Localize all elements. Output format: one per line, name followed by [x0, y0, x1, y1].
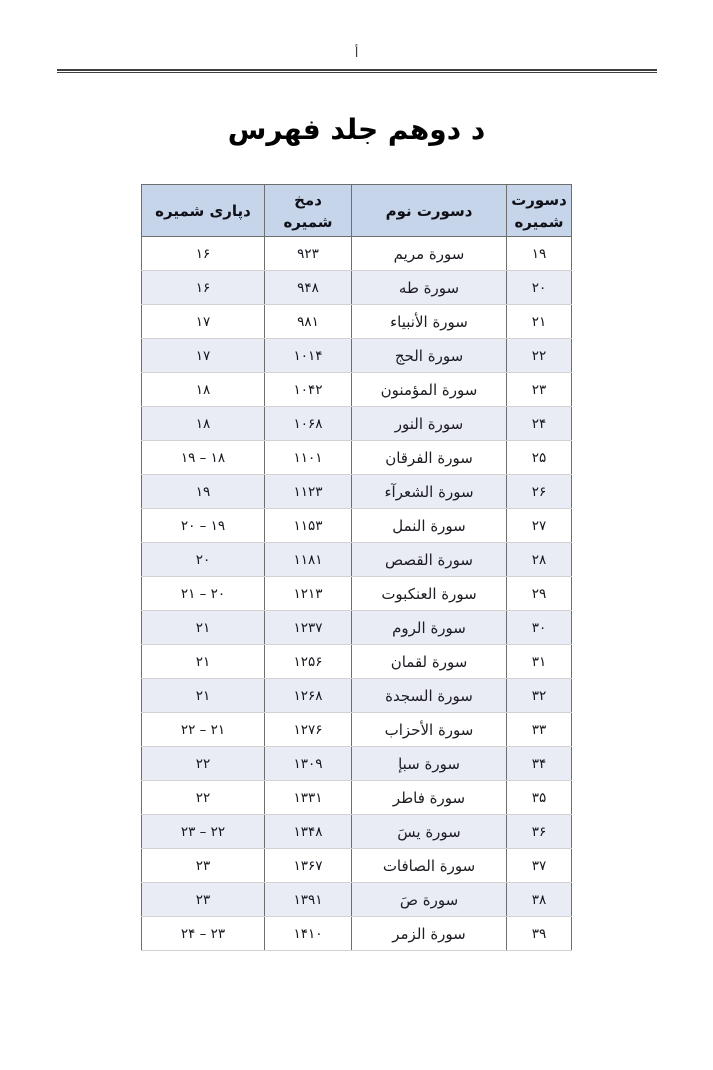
surah-index-table	[141, 184, 572, 951]
para-number-cell: ۲۰	[142, 543, 265, 577]
page-corner-marker: أ	[354, 46, 359, 61]
para-number-cell: ۱۶	[142, 271, 265, 305]
surah-number-cell: ۳۳	[507, 713, 572, 747]
table-row	[142, 441, 572, 475]
para-number-cell: ۲۲ – ۲۳	[142, 815, 265, 849]
page-number-cell: ۹۸۱	[265, 305, 352, 339]
para-number-cell: ۱۸	[142, 407, 265, 441]
para-number-cell: ۲۱	[142, 679, 265, 713]
para-number-cell: ۱۹	[142, 475, 265, 509]
para-number-cell: ۱۹ – ۲۰	[142, 509, 265, 543]
surah-number-cell: ۳۷	[507, 849, 572, 883]
table-row	[142, 577, 572, 611]
surah-name-cell: سورة الفرقان	[352, 441, 507, 475]
table-row	[142, 747, 572, 781]
para-number-cell: ۲۲	[142, 781, 265, 815]
table-row	[142, 781, 572, 815]
page-number-cell: ۱۱۸۱	[265, 543, 352, 577]
table-row	[142, 475, 572, 509]
para-number-cell: ۲۱	[142, 645, 265, 679]
surah-number-cell: ۳۸	[507, 883, 572, 917]
col-header-surah-name: دسورت نوم	[352, 185, 507, 237]
para-number-cell: ۱۷	[142, 305, 265, 339]
table-row	[142, 305, 572, 339]
surah-name-cell: سورة المؤمنون	[352, 373, 507, 407]
surah-name-cell: سورة الحج	[352, 339, 507, 373]
surah-number-cell: ۲۰	[507, 271, 572, 305]
para-number-cell: ۱۸	[142, 373, 265, 407]
surah-name-cell: سورة الروم	[352, 611, 507, 645]
col-header-para-number: دپارى شميره	[142, 185, 265, 237]
surah-name-cell: سورة الشعرآء	[352, 475, 507, 509]
surah-number-cell: ۲۵	[507, 441, 572, 475]
header-double-rule	[57, 69, 657, 73]
para-number-cell: ۲۲	[142, 747, 265, 781]
surah-number-cell: ۲۶	[507, 475, 572, 509]
surah-number-cell: ۳۱	[507, 645, 572, 679]
surah-name-cell: سورة القصص	[352, 543, 507, 577]
col-header-surah-number: دسورت شميره	[507, 185, 572, 237]
para-number-cell: ۲۱ – ۲۲	[142, 713, 265, 747]
surah-name-cell: سورة سبإ	[352, 747, 507, 781]
para-number-cell: ۲۳ – ۲۴	[142, 917, 265, 951]
table-row	[142, 339, 572, 373]
table-row	[142, 917, 572, 951]
table-row	[142, 509, 572, 543]
page-number-cell: ۱۲۳۷	[265, 611, 352, 645]
page-number-cell: ۱۳۴۸	[265, 815, 352, 849]
page-number-cell: ۱۳۶۷	[265, 849, 352, 883]
para-number-cell: ۱۸ – ۱۹	[142, 441, 265, 475]
page-number-cell: ۱۴۱۰	[265, 917, 352, 951]
page-number-cell: ۱۰۶۸	[265, 407, 352, 441]
page-number-cell: ۱۲۱۳	[265, 577, 352, 611]
surah-name-cell: سورة فاطر	[352, 781, 507, 815]
para-number-cell: ۲۱	[142, 611, 265, 645]
surah-number-cell: ۲۷	[507, 509, 572, 543]
page-number-cell: ۱۱۲۳	[265, 475, 352, 509]
table-row	[142, 237, 572, 271]
surah-number-cell: ۳۶	[507, 815, 572, 849]
page-number-cell: ۱۱۵۳	[265, 509, 352, 543]
surah-number-cell: ۳۲	[507, 679, 572, 713]
page-number-cell: ۱۳۳۱	[265, 781, 352, 815]
surah-number-cell: ۲۱	[507, 305, 572, 339]
table-row	[142, 407, 572, 441]
surah-number-cell: ۱۹	[507, 237, 572, 271]
page-number-cell: ۹۴۸	[265, 271, 352, 305]
surah-number-cell: ۲۲	[507, 339, 572, 373]
page-number-cell: ۱۰۱۴	[265, 339, 352, 373]
page-number-cell: ۱۱۰۱	[265, 441, 352, 475]
surah-name-cell: سورة الزمر	[352, 917, 507, 951]
index-table-header	[142, 185, 572, 237]
page-number-cell: ۹۲۳	[265, 237, 352, 271]
surah-name-cell: سورة السجدة	[352, 679, 507, 713]
para-number-cell: ۲۳	[142, 849, 265, 883]
surah-number-cell: ۳۵	[507, 781, 572, 815]
surah-name-cell: سورة الصافات	[352, 849, 507, 883]
page-number-cell: ۱۰۴۲	[265, 373, 352, 407]
table-row	[142, 271, 572, 305]
table-row	[142, 611, 572, 645]
surah-name-cell: سورة النمل	[352, 509, 507, 543]
table-row	[142, 645, 572, 679]
surah-number-cell: ۳۴	[507, 747, 572, 781]
table-row	[142, 373, 572, 407]
para-number-cell: ۱۶	[142, 237, 265, 271]
table-row	[142, 815, 572, 849]
surah-number-cell: ۲۹	[507, 577, 572, 611]
table-row	[142, 543, 572, 577]
page-number-cell: ۱۲۷۶	[265, 713, 352, 747]
col-header-page-number: دمخ شميره	[265, 185, 352, 237]
page-number-cell: ۱۲۵۶	[265, 645, 352, 679]
surah-number-cell: ۳۰	[507, 611, 572, 645]
para-number-cell: ۱۷	[142, 339, 265, 373]
surah-number-cell: ۳۹	[507, 917, 572, 951]
page-number-cell: ۱۲۶۸	[265, 679, 352, 713]
table-row	[142, 679, 572, 713]
table-row	[142, 713, 572, 747]
index-table-body	[142, 237, 572, 951]
surah-name-cell: سورة صَ	[352, 883, 507, 917]
page-title: د دوهم جلد فهرس	[227, 113, 486, 146]
para-number-cell: ۲۳	[142, 883, 265, 917]
page-number-cell: ۱۳۹۱	[265, 883, 352, 917]
para-number-cell: ۲۰ – ۲۱	[142, 577, 265, 611]
surah-name-cell: سورة مريم	[352, 237, 507, 271]
surah-name-cell: سورة لقمان	[352, 645, 507, 679]
surah-name-cell: سورة الأنبياء	[352, 305, 507, 339]
surah-name-cell: سورة يسَ	[352, 815, 507, 849]
table-row	[142, 883, 572, 917]
page-number-cell: ۱۳۰۹	[265, 747, 352, 781]
surah-name-cell: سورة العنكبوت	[352, 577, 507, 611]
surah-name-cell: سورة طه	[352, 271, 507, 305]
table-row	[142, 849, 572, 883]
surah-number-cell: ۲۸	[507, 543, 572, 577]
surah-number-cell: ۲۳	[507, 373, 572, 407]
header-row	[142, 185, 572, 237]
surah-name-cell: سورة الأحزاب	[352, 713, 507, 747]
surah-number-cell: ۲۴	[507, 407, 572, 441]
surah-name-cell: سورة النور	[352, 407, 507, 441]
